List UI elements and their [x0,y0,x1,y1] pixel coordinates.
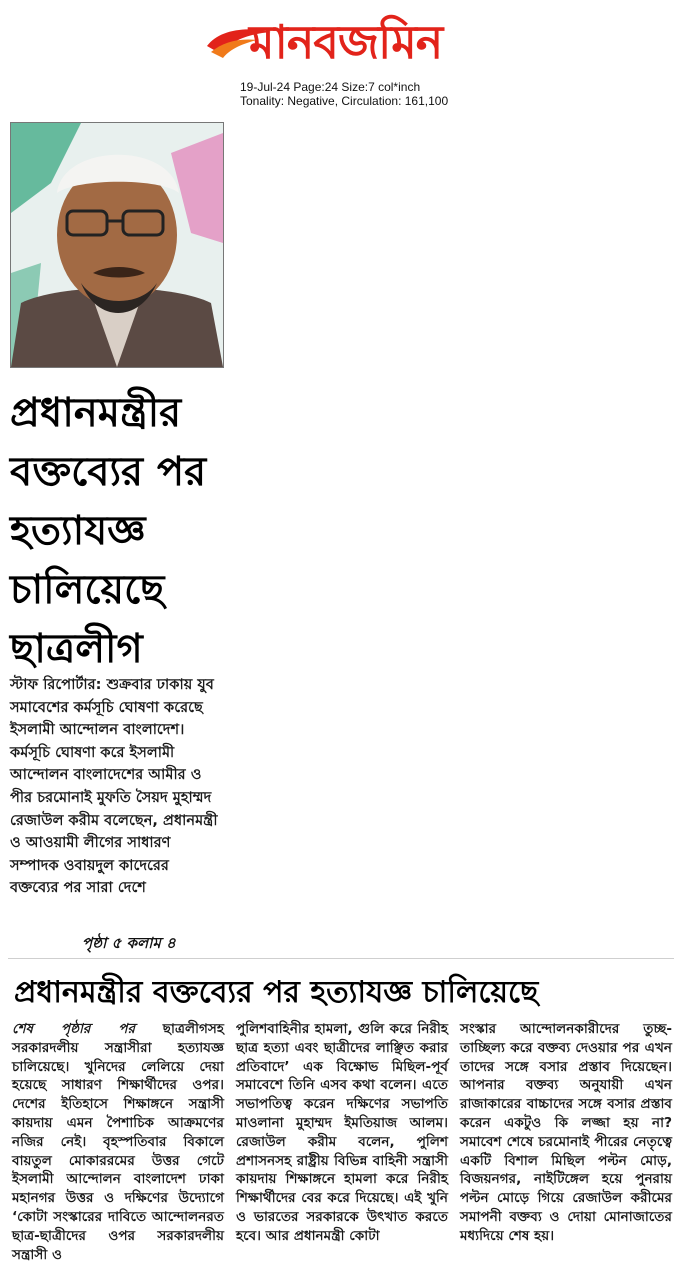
masthead-name: মানবজমিন [249,15,443,69]
meta-date-size: 19-Jul-24 Page:24 Size:7 col*inch [240,80,421,94]
headline-line: বক্তব্যের পর [10,449,207,495]
continuation-column-1 [12,1020,224,1264]
divider [8,958,674,959]
headline-line: চালিয়েছে [10,567,165,613]
headline-line: হত্যাযজ্ঞ [10,508,146,554]
continuation-column-2: পুলিশবাহিনীর হামলা, গুলি করে নিরীহ ছাত্র হত্যা এবং ছাত্রীদের লাঞ্ছিত করার প্রতিবাদে’ এক বিক্ষোভ মিছিল-পূর্ব সমাবেশে তিনি এসব কথা বলেন। এতে সভাপতিত্ব করেন দক্ষিণের সভাপতি মাওলানা মুহাম্মদ ইমতিয়াজ আলম। রেজাউল করীম বলেন, পুলিশ প্রশাসনসহ রাষ্ট্রীয় বিভিন্ন বাহিনী সন্ত্রাসী কায়দায় শিক্ষাঙ্গনে হামলা করে নিরীহ শিক্ষার্থীদের বের করে দিয়েছে। এই খুনি ও ভারতের সরকারকে উৎখাত করতে হবে। আর প্রধানমন্ত্রী কোটা [236,1021,448,1244]
column-text: ছাত্রলীগসহ সরকারদলীয় সন্ত্রাসীরা হত্যাযজ্ঞ চালিয়েছে। খুনিদের লেলিয়ে দেয়া হয়েছে সাধারণ শিক্ষার্থীদের ওপর। দেশের ইতিহাসে শিক্ষাঙ্গনে সন্ত্রাসী কায়দায় এমন পৈশাচিক আক্রমণের নজির নেই। বৃহস্পতিবার বিকালে বায়তুল মোকাররমের উত্তর গেটে ইসলামী আন্দোলন বাংলাদেশ ঢাকা মহানগর উত্তর ও দক্ষিণের উদ্যোগে ‘কোটা সংস্কারের দাবিতে আন্দোলনরত ছাত্র-ছাত্রীদের ওপর সরকারদলীয় সন্ত্রাসী ও [12,1021,224,1263]
byline: স্টাফ রিপোর্টার: [10,676,102,693]
masthead-logo [205,8,495,80]
continuation-column-3: সংস্কার আন্দোলনকারীদের তুচ্ছ-তাচ্ছিল্য করে বক্তব্য দেওয়ার পর এখন তাদের সঙ্গে বসার প্রস্তাব দিয়েছেন। আপনার বক্তব্য অনুযায়ী এখন রাজাকারের বাচ্চাদের সঙ্গে বসার প্রস্তাব করেন একটুও কি লজ্জা হয় না? সমাবেশ শেষে চরমোনাই পীরের নেতৃত্বে একটি বিশাল মিছিল পল্টন মোড়, বিজয়নগর, নাইটিঙ্গেল হয়ে পুনরায় পল্টন মোড়ে গিয়ে রেজাউল করীমের সমাপনী বক্তব্য ও দোয়া মোনাজাতের মধ্যদিয়ে শেষ হয়। [460,1021,672,1244]
main-headline [10,384,225,679]
continuation-label: শেষ পৃষ্ঠার পর [12,1021,135,1037]
intro-body [10,674,222,900]
intro-text: শুক্রবার ঢাকায় যুব সমাবেশের কর্মসূচি ঘোষণা করেছে ইসলামী আন্দোলন বাংলাদেশ। কর্মসূচি ঘোষণা করে ইসলামী আন্দোলন বাংলাদেশের আমীর ও পীর চরমোনাই মুফতি সৈয়দ মুহাম্মদ রেজাউল করীম বলেছেন, প্রধানমন্ত্রী ও আওয়ামী লীগের সাধারণ সম্পাদক ওবায়দুল কাদেরের বক্তব্যের পর সারা দেশে [10,676,218,897]
headline-line: প্রধানমন্ত্রীর [10,390,182,436]
headline-line: ছাত্রলীগ [10,626,143,672]
clipping-meta [240,80,448,108]
jump-reference: পৃষ্ঠা ৫ কলাম ৪ [82,934,176,952]
portrait-photo [10,122,224,368]
meta-tonality: Tonality: Negative, Circulation: 161,100 [240,94,449,108]
continuation-headline: প্রধানমন্ত্রীর বক্তব্যের পর হত্যাযজ্ঞ চালিয়েছে [14,975,539,1010]
portrait-photo-icon [11,123,223,367]
